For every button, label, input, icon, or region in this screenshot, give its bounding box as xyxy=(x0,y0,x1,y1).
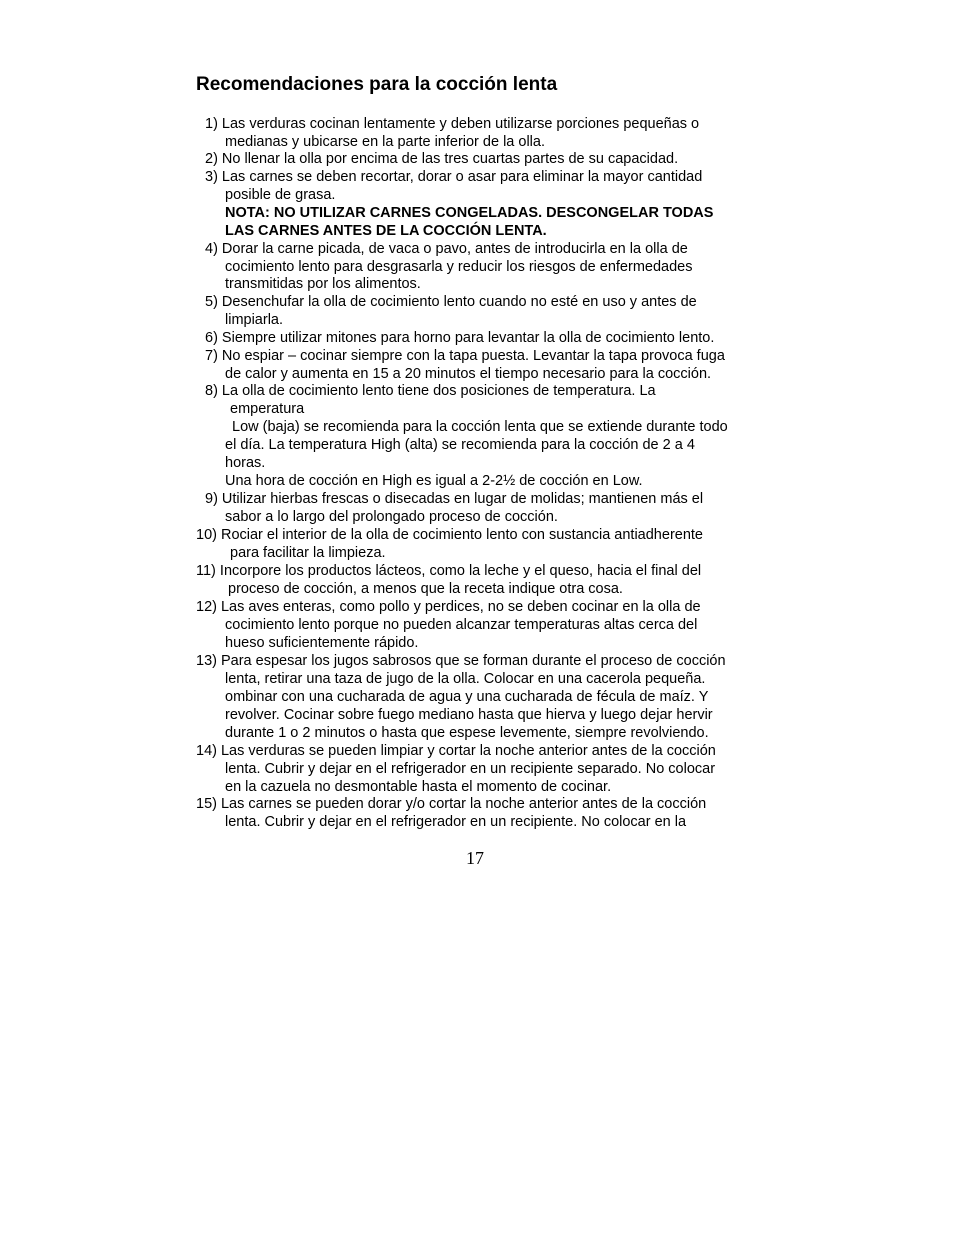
note-line: NOTA: NO UTILIZAR CARNES CONGELADAS. DESCONGELAR TODAS xyxy=(225,205,714,221)
text-line: 9) Utilizar hierbas frescas o disecadas en lugar de molidas; mantienen más el xyxy=(205,491,704,507)
text-line: hueso suficientemente rápido. xyxy=(225,635,419,651)
text-line: 5) Desenchufar la olla de cocimiento lento cuando no esté en uso y antes de xyxy=(205,294,697,310)
page-number: 17 xyxy=(466,848,484,868)
text-line: ombinar con una cucharada de agua y una cucharada de fécula de maíz. Y xyxy=(225,689,709,705)
text-line: 1) Las verduras cocinan lentamente y deben utilizarse porciones pequeñas o xyxy=(205,116,700,132)
text-line: en la cazuela no desmontable hasta el momento de cocinar. xyxy=(225,779,612,795)
text-line: 2) No llenar la olla por encima de las tres cuartas partes de su capacidad. xyxy=(205,151,679,167)
text-line: transmitidas por los alimentos. xyxy=(225,276,421,292)
text-line: 12) Las aves enteras, como pollo y perdices, no se deben cocinar en la olla de xyxy=(196,599,701,615)
text-line: 14) Las verduras se pueden limpiar y cortar la noche anterior antes de la cocción xyxy=(196,743,716,759)
text-line: el día. La temperatura High (alta) se recomienda para la cocción de 2 a 4 xyxy=(225,437,695,453)
text-line: proceso de cocción, a menos que la receta indique otra cosa. xyxy=(228,581,623,597)
text-line: durante 1 o 2 minutos o hasta que espese levemente, siempre revolviendo. xyxy=(225,725,709,741)
note-line: LAS CARNES ANTES DE LA COCCIÓN LENTA. xyxy=(225,223,547,239)
text-line: lenta. Cubrir y dejar en el refrigerador en un recipiente separado. No colocar xyxy=(225,761,716,777)
text-line: 8) La olla de cocimiento lento tiene dos posiciones de temperatura. La xyxy=(205,383,656,399)
text-line: revolver. Cocinar sobre fuego mediano hasta que hierva y luego dejar hervir xyxy=(225,707,713,723)
text-line: sabor a lo largo del prolongado proceso de cocción. xyxy=(225,509,558,525)
page-title: Recomendaciones para la cocción lenta xyxy=(196,74,558,95)
text-line: cocimiento lento para desgrasarla y reducir los riesgos de enfermedades xyxy=(225,259,693,275)
text-line: 10) Rociar el interior de la olla de cocimiento lento con sustancia antiadherente xyxy=(196,527,703,543)
text-line: 11) Incorpore los productos lácteos, como la leche y el queso, hacia el final del xyxy=(196,563,702,579)
text-line: Una hora de cocción en High es igual a 2-2½ de cocción en Low. xyxy=(225,473,643,489)
text-line: 7) No espiar – cocinar siempre con la tapa puesta. Levantar la tapa provoca fuga xyxy=(205,348,725,364)
text-line: cocimiento lento porque no pueden alcanzar temperaturas altas cerca del xyxy=(225,617,698,633)
text-line: Low (baja) se recomienda para la cocción lenta que se extiende durante todo xyxy=(232,419,728,435)
text-line: para facilitar la limpieza. xyxy=(230,545,386,561)
text-line: horas. xyxy=(225,455,266,471)
text-line: emperatura xyxy=(230,401,305,417)
text-line: de calor y aumenta en 15 a 20 minutos el tiempo necesario para la cocción. xyxy=(225,366,712,382)
text-line: lenta. Cubrir y dejar en el refrigerador en un recipiente. No colocar en la xyxy=(225,814,687,830)
text-line: lenta, retirar una taza de jugo de la olla. Colocar en una cacerola pequeña. xyxy=(225,671,706,687)
text-line: limpiarla. xyxy=(225,312,284,328)
text-line: 13) Para espesar los jugos sabrosos que se forman durante el proceso de cocción xyxy=(196,653,726,669)
text-line: posible de grasa. xyxy=(225,187,336,203)
text-line: 15) Las carnes se pueden dorar y/o cortar la noche anterior antes de la cocción xyxy=(196,796,707,812)
text-line: 6) Siempre utilizar mitones para horno para levantar la olla de cocimiento lento. xyxy=(205,330,715,346)
text-line: 4) Dorar la carne picada, de vaca o pavo, antes de introducirla en la olla de xyxy=(205,241,688,257)
text-line: 3) Las carnes se deben recortar, dorar o asar para eliminar la mayor cantidad xyxy=(205,169,703,185)
text-line: medianas y ubicarse en la parte inferior de la olla. xyxy=(225,134,545,150)
